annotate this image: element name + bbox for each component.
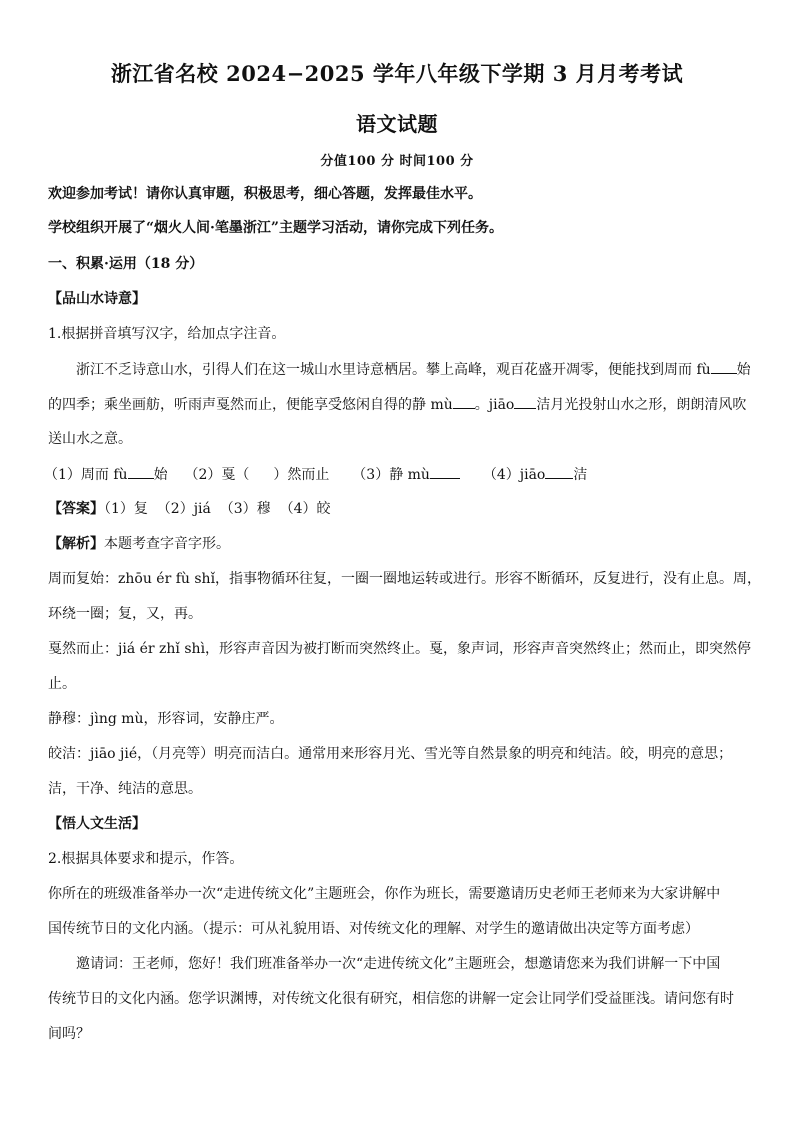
answer-label: 【答案】 [48, 501, 104, 517]
exam-meta: 分值100 分 时间100 分 [320, 154, 474, 169]
subsection-heading: 【品山水诗意】 [48, 291, 146, 307]
explanation-line: 洁，干净、纯洁的意思。 [48, 781, 202, 797]
fill-item: （2）戛（ ）然而止 [184, 467, 330, 483]
blank-line [711, 359, 737, 374]
fill-item: （4）jiāo 洁 [483, 467, 588, 483]
explanation-line: 戛然而止：jiá ér zhǐ shì，形容声音因为被打断而突然终止。戛，象声词，形容声音突然终止；然而止，即突然停 [48, 641, 752, 657]
activity-text: 学校组织开展了“烟火人间·笔墨浙江”主题学习活动，请你完成下列任务。 [48, 220, 503, 236]
question-body: 国传统节日的文化内涵。（提示：可从礼貌用语、对传统文化的理解、对学生的邀请做出决定等方面考虑） [48, 921, 699, 937]
blank-line [545, 464, 573, 479]
section-heading: 一、积累·运用（18 分） [48, 256, 204, 272]
invitation-line: 传统节日的文化内涵。您学识渊博，对传统文化很有研究，相信您的讲解一定会让同学们受益匪浅。请问您有时 [48, 991, 734, 1007]
passage-line [76, 359, 751, 380]
passage-text: 浙江不乏诗意山水，引得人们在这一城山水里诗意栖居。攀上高峰，观百花盛开凋零，便能找到周而 fù [76, 362, 711, 378]
explanation-line: 周而复始：zhōu ér fù shǐ，指事物循环往复，一圈一圈地运转或进行。形容不断循环，反复进行，没有止息。周， [48, 571, 762, 587]
fill-items [44, 464, 744, 485]
question-prompt: 2.根据具体要求和提示，作答。 [48, 851, 244, 867]
passage-text: 的四季；乘坐画舫，听雨声戛然而止，便能享受悠闲自得的静 mù [48, 397, 453, 413]
blank-line [514, 394, 536, 409]
analysis-label: 【解析】 [48, 536, 104, 552]
invitation-line: 邀请词：王老师，您好！我们班准备举办一次“走进传统文化”主题班会，想邀请您来为我们讲解一下中国 [76, 956, 721, 972]
answer-text: （1）复 （2）jiá （3）穆 （4）皎 [104, 501, 331, 517]
explanation-line: 皎洁：jiāo jié，（月亮等）明亮而洁白。通常用来形容月光、雪光等自然景象的明亮和纯洁。皎，明亮的意思； [48, 746, 733, 762]
passage-text: 洁月光投射山水之形，朗朗清风吹 [536, 397, 747, 413]
blank-line [453, 394, 475, 409]
passage-text: 。jiāo [474, 397, 515, 413]
passage-text: 始 [736, 362, 751, 378]
explanation-line: 环绕一圈；复，又，再。 [48, 606, 202, 622]
question-prompt: 1.根据拼音填写汉字，给加点字注音。 [48, 326, 286, 342]
welcome-text: 欢迎参加考试！请你认真审题，积极思考，细心答题，发挥最佳水平。 [48, 186, 482, 202]
fill-item: （3）静 mù [352, 467, 460, 483]
explanation-line: 静穆：jìng mù，形容词，安静庄严。 [48, 711, 284, 727]
explanation-line: 止。 [48, 676, 76, 692]
question-body: 你所在的班级准备举办一次“走进传统文化”主题班会，你作为班长，需要邀请历史老师王老师来为大家讲解中 [48, 886, 721, 902]
passage-line [48, 394, 748, 415]
exam-title: 浙江省名校 2024−2025 学年八年级下学期 3 月月考考试 [110, 61, 684, 86]
exam-subtitle: 语文试题 [356, 112, 438, 136]
blank-line [128, 464, 154, 479]
analysis-text: 本题考查字音字形。 [104, 536, 230, 552]
answer-line [48, 499, 748, 519]
subsection-heading: 【悟人文生活】 [48, 816, 146, 832]
blank-line [430, 464, 460, 479]
fill-item: （1）周而 fù 始 [44, 467, 168, 483]
analysis-line [48, 534, 748, 554]
invitation-line: 间吗？ [48, 1026, 90, 1042]
passage-line: 送山水之意。 [48, 431, 132, 447]
